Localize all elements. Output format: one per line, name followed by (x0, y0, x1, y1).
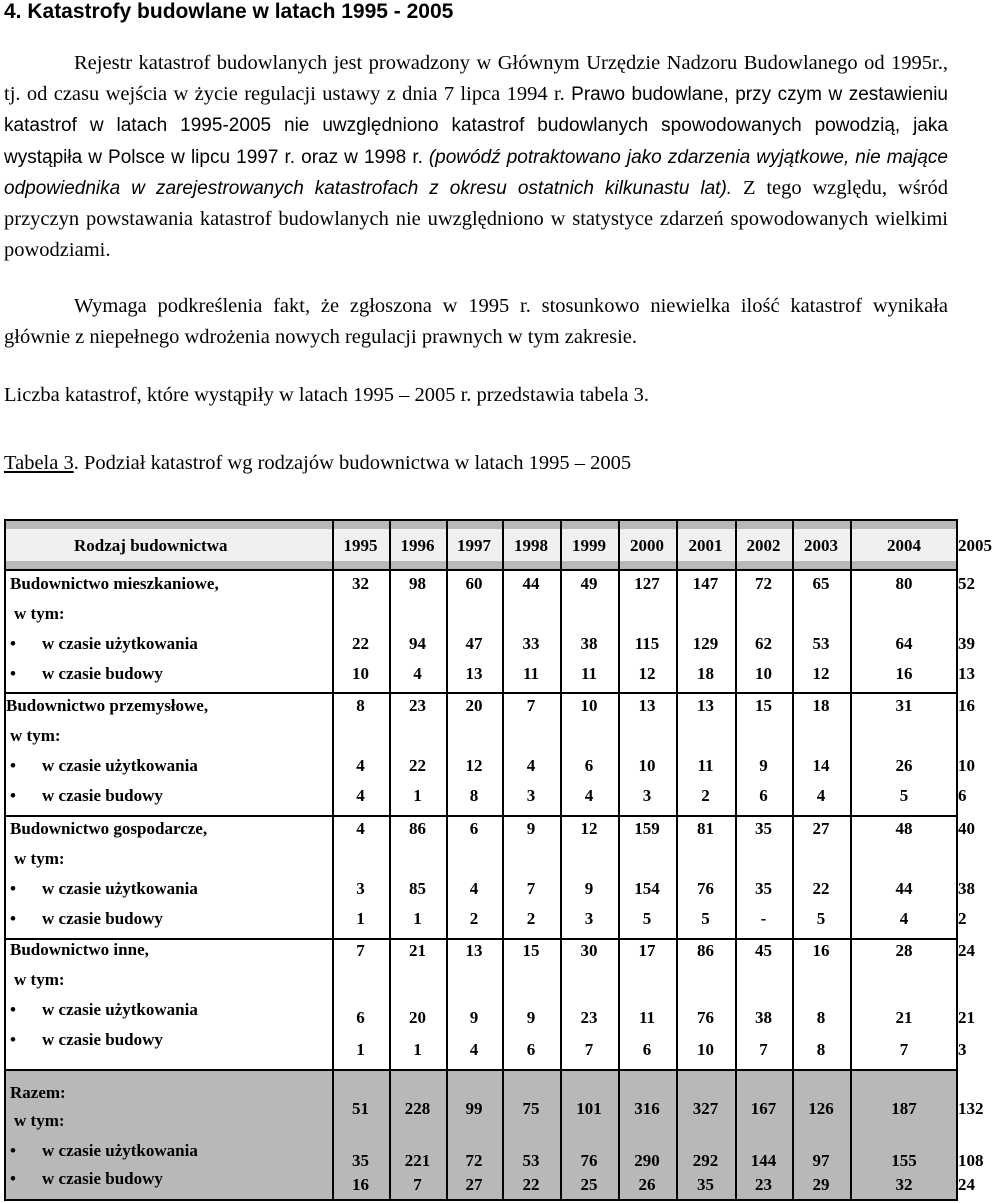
cell-total: 24 (958, 941, 975, 960)
cell-usage: 76 (697, 879, 714, 898)
cell-total: 48 (895, 819, 913, 838)
cell-total: 159 (634, 819, 660, 838)
cell-total: 30 (580, 941, 598, 960)
row-label-construction: • w czasie budowy (42, 664, 163, 684)
cell-total: 16 (958, 696, 975, 715)
cell-usage: 290 (634, 1151, 660, 1170)
cell-construction: 6 (958, 786, 967, 805)
cell-usage: 20 (409, 1008, 426, 1027)
cell-usage: 10 (958, 756, 975, 775)
cell-usage: 38 (958, 879, 975, 898)
cell-total: 4 (356, 819, 365, 838)
cell-construction: 12 (638, 664, 656, 683)
paragraph-table-reference: Liczba katastrof, które wystąpiły w latach 1995 – 2005 r. przedstawia tabela 3. (4, 384, 649, 406)
cell-total: 132 (958, 1099, 984, 1118)
cell-total: 12 (580, 819, 598, 838)
cell-usage: 12 (465, 756, 483, 775)
cell-construction: 24 (958, 1175, 975, 1194)
cell-usage: 7 (526, 879, 536, 898)
cell-usage: 10 (638, 756, 656, 775)
paragraph-emphasis: Wymaga podkreślenia fakt, że zgłoszona w 1995 r. stosunkowo niewielka ilość katastrof wynikała głównie z niepełnego wdrożenia nowych regulacji prawnych w tym zakresie. (4, 295, 948, 349)
cell-usage: 76 (580, 1151, 598, 1170)
table-caption (4, 448, 948, 479)
cell-usage: 115 (634, 634, 660, 653)
cell-total: 316 (634, 1099, 660, 1118)
cell-usage: 9 (584, 879, 594, 898)
table-row-rule (4, 519, 958, 521)
cell-construction: 4 (899, 909, 909, 928)
cell-construction: 1 (413, 909, 422, 928)
table-caption-label: Tabela 3 (4, 452, 74, 474)
cell-total: 6 (469, 819, 479, 838)
cell-usage: 47 (465, 634, 483, 653)
cell-usage: 108 (958, 1151, 984, 1170)
table-caption-text: . Podział katastrof wg rodzajów budownictwa w latach 1995 – 2005 (73, 452, 632, 474)
cell-construction: 6 (642, 1040, 652, 1059)
table-column-rule (4, 519, 6, 1201)
table-row-rule (4, 815, 958, 817)
cell-total: 9 (526, 819, 536, 838)
cell-total: 7 (356, 941, 365, 960)
cell-usage: 35 (755, 879, 772, 898)
cell-usage: 6 (356, 1008, 365, 1027)
cell-total: 13 (638, 696, 656, 715)
cell-construction: 7 (413, 1175, 422, 1194)
cell-construction: 29 (812, 1175, 830, 1194)
cell-construction: 25 (580, 1175, 598, 1194)
cell-construction: 10 (755, 664, 772, 683)
cell-total: 40 (958, 819, 975, 838)
cell-total: 86 (409, 819, 426, 838)
cell-total: 31 (895, 696, 913, 715)
cell-usage: 53 (812, 634, 830, 653)
cell-usage: 21 (958, 1008, 975, 1027)
cell-total: 81 (697, 819, 714, 838)
cell-total: 28 (895, 941, 913, 960)
cell-construction: 3 (526, 786, 536, 805)
cell-usage: 97 (812, 1151, 830, 1170)
cell-construction: 7 (759, 1040, 768, 1059)
cell-usage: 38 (755, 1008, 772, 1027)
cell-construction: 1 (413, 1040, 422, 1059)
cell-construction: 10 (352, 664, 369, 683)
cell-usage: 53 (522, 1151, 540, 1170)
header-year: 2005 (958, 536, 992, 555)
header-year: 1995 (343, 536, 378, 555)
row-label-usage: • w czasie użytkowania (42, 756, 198, 776)
group-name: Budownictwo mieszkaniowe, (10, 574, 219, 593)
cell-usage: 62 (755, 634, 772, 653)
cell-total: 99 (465, 1099, 483, 1118)
header-year: 2001 (688, 536, 723, 555)
cell-usage: 4 (469, 879, 479, 898)
cell-usage: 4 (356, 756, 365, 775)
cell-total: 147 (692, 574, 719, 593)
table-row-rule (4, 692, 958, 694)
cell-total: 32 (352, 574, 369, 593)
cell-construction: 11 (580, 664, 598, 683)
cell-construction: 27 (465, 1175, 483, 1194)
cell-construction: 26 (638, 1175, 656, 1194)
cell-usage: 155 (891, 1151, 917, 1170)
cell-construction: 2 (958, 909, 967, 928)
cell-construction: 1 (356, 1040, 365, 1059)
table-row-rule (4, 1069, 958, 1071)
cell-construction: 5 (642, 909, 652, 928)
cell-usage: 72 (465, 1151, 483, 1170)
row-label-usage: • w czasie użytkowania (42, 634, 198, 654)
header-year: 2000 (630, 536, 664, 555)
header-year: 1998 (514, 536, 548, 555)
cell-construction: 32 (895, 1175, 913, 1194)
cell-construction: 2 (701, 786, 710, 805)
cell-total: 35 (755, 819, 772, 838)
cell-total: 15 (755, 696, 772, 715)
header-year: 1997 (457, 536, 491, 555)
cell-construction: 8 (816, 1040, 826, 1059)
cell-construction: 13 (958, 664, 975, 683)
cell-usage: 22 (812, 879, 830, 898)
section-heading: 4. Katastrofy budowlane w latach 1995 - 2005 (4, 0, 454, 23)
cell-construction: 16 (895, 664, 913, 683)
cell-total: 18 (812, 696, 830, 715)
cell-total: 65 (812, 574, 830, 593)
cell-construction: 8 (469, 786, 479, 805)
header-year: 2002 (746, 536, 781, 555)
cell-usage: 26 (895, 756, 913, 775)
cell-construction: 11 (522, 664, 540, 683)
row-label-construction: • w czasie budowy (42, 909, 163, 929)
cell-construction: 1 (356, 909, 365, 928)
cell-construction: 6 (526, 1040, 536, 1059)
cell-total: 187 (891, 1099, 917, 1118)
cell-total: 13 (465, 941, 483, 960)
cell-total: 17 (638, 941, 656, 960)
cell-usage: 9 (526, 1008, 536, 1027)
row-label-usage: • w czasie użytkowania (42, 1141, 198, 1161)
cell-usage: 3 (356, 879, 365, 898)
cell-total: 20 (465, 696, 483, 715)
cell-usage: 22 (352, 634, 369, 653)
cell-total: 72 (755, 574, 772, 593)
cell-usage: 39 (958, 634, 975, 653)
cell-construction: 2 (469, 909, 479, 928)
cell-construction: 4 (469, 1040, 479, 1059)
cell-construction: 7 (899, 1040, 909, 1059)
group-name: Budownictwo inne, (10, 940, 149, 959)
cell-construction: 5 (701, 909, 710, 928)
row-label-construction: • w czasie budowy (42, 786, 163, 806)
cell-usage: 9 (759, 756, 768, 775)
group-wtym-label: w tym: (14, 849, 65, 868)
cell-total: 101 (576, 1099, 602, 1118)
table-row-rule (4, 1199, 958, 1201)
cell-usage: 144 (750, 1151, 777, 1170)
cell-construction: 3 (958, 1040, 967, 1059)
group-name: Razem: (10, 1083, 66, 1102)
cell-construction: 23 (755, 1175, 772, 1194)
row-label-construction: • w czasie budowy (42, 1030, 163, 1050)
header-year: 1996 (400, 536, 435, 555)
cell-total: 15 (522, 941, 540, 960)
cell-usage: 6 (584, 756, 594, 775)
paragraph-intro (4, 48, 948, 266)
paragraph-intro-part3: (powódź potraktowano jako zdarzenia wyjątkowe, nie mające odpowiednika w zarejestrowanych katastrofach z okresu ostatnich kilkunastu lat). (4, 146, 949, 199)
cell-construction: 1 (413, 786, 422, 805)
cell-usage: 11 (638, 1008, 656, 1027)
header-year: 2004 (887, 536, 921, 555)
cell-usage: 129 (692, 634, 719, 653)
cell-construction: 3 (584, 909, 594, 928)
cell-total: 51 (352, 1099, 369, 1118)
cell-usage: 14 (812, 756, 830, 775)
group-wtym-label: w tym: (14, 1111, 65, 1130)
header-year: 2003 (804, 536, 838, 555)
group-name: Budownictwo gospodarcze, (10, 819, 208, 838)
cell-construction: 18 (697, 664, 714, 683)
cell-construction: 22 (522, 1175, 540, 1194)
cell-total: 126 (808, 1099, 834, 1118)
cell-total: 8 (356, 696, 365, 715)
cell-construction: 10 (697, 1040, 714, 1059)
cell-usage: 292 (692, 1151, 719, 1170)
cell-total: 80 (895, 574, 913, 593)
cell-usage: 64 (895, 634, 913, 653)
cell-usage: 33 (522, 634, 540, 653)
header-year: 1999 (572, 536, 606, 555)
group-wtym-label: w tym: (14, 604, 65, 623)
cell-usage: 35 (352, 1151, 369, 1170)
cell-usage: 38 (580, 634, 598, 653)
cell-total: 16 (812, 941, 830, 960)
cell-construction: 2 (526, 909, 536, 928)
paragraph-intro-part2: Prawo budowlane, przy czym w zestawieniu katastrof w latach 1995-2005 nie uwzględniono katastrof budowlanych spowodowanych powodzią, jaka wystąpiła w Polsce w lipcu 1997 r. oraz w 1998 r. (4, 84, 948, 168)
cell-total: 127 (634, 574, 660, 593)
cell-construction: 4 (356, 786, 365, 805)
cell-usage: 44 (895, 879, 913, 898)
disaster-table (4, 519, 992, 1201)
table-row-rule (4, 569, 958, 571)
cell-total: 13 (697, 696, 714, 715)
header-label: Rodzaj budownictwa (74, 536, 228, 555)
cell-construction: 5 (816, 909, 826, 928)
row-label-construction: • w czasie budowy (42, 1169, 163, 1189)
cell-total: 45 (755, 941, 772, 960)
cell-construction: 12 (812, 664, 830, 683)
cell-usage: 8 (816, 1008, 826, 1027)
cell-construction: 4 (816, 786, 826, 805)
cell-usage: 94 (409, 634, 426, 653)
cell-usage: 85 (409, 879, 426, 898)
cell-construction: 16 (352, 1175, 369, 1194)
cell-usage: 23 (580, 1008, 598, 1027)
paragraph-intro-part4: Z tego względu, wśród przyczyn powstawania katastrof budowlanych nie uwzględniono w statystyce zdarzeń spowodowanych wielkimi powodziami. (4, 176, 949, 262)
cell-total: 23 (409, 696, 426, 715)
cell-construction: 35 (697, 1175, 714, 1194)
cell-total: 167 (750, 1099, 777, 1118)
cell-usage: 9 (469, 1008, 479, 1027)
cell-construction: 5 (899, 786, 909, 805)
cell-usage: 11 (697, 756, 714, 775)
cell-usage: 21 (895, 1008, 913, 1027)
cell-total: 52 (958, 574, 975, 593)
paragraph-intro-part1: Rejestr katastrof budowlanych jest prowadzony w Głównym Urzędzie Nadzoru Budowlanego od 1995r., tj. od czasu wejścia w życie regulacji ustawy z dnia 7 lipca 1994 r. (4, 52, 948, 106)
cell-construction: 7 (584, 1040, 594, 1059)
cell-total: 86 (697, 941, 714, 960)
cell-total: 21 (409, 941, 426, 960)
cell-total: 44 (522, 574, 540, 593)
cell-construction: - (760, 909, 767, 928)
cell-total: 7 (526, 696, 536, 715)
cell-total: 27 (812, 819, 830, 838)
row-label-usage: • w czasie użytkowania (42, 1000, 198, 1020)
cell-usage: 154 (634, 879, 660, 898)
cell-construction: 4 (584, 786, 594, 805)
row-label-usage: • w czasie użytkowania (42, 879, 198, 899)
cell-usage: 221 (404, 1151, 431, 1170)
cell-usage: 4 (526, 756, 536, 775)
cell-usage: 76 (697, 1008, 714, 1027)
cell-total: 60 (465, 574, 483, 593)
cell-total: 327 (692, 1099, 719, 1118)
cell-total: 10 (580, 696, 598, 715)
cell-construction: 6 (759, 786, 768, 805)
group-wtym-label: w tym: (10, 726, 61, 745)
cell-total: 75 (522, 1099, 540, 1118)
group-name: Budownictwo przemysłowe, (6, 696, 209, 715)
cell-total: 98 (409, 574, 426, 593)
cell-construction: 3 (642, 786, 652, 805)
cell-usage: 22 (409, 756, 426, 775)
cell-total: 228 (404, 1099, 431, 1118)
cell-construction: 13 (465, 664, 483, 683)
cell-construction: 4 (413, 664, 422, 683)
cell-total: 49 (580, 574, 598, 593)
group-wtym-label: w tym: (14, 970, 65, 989)
